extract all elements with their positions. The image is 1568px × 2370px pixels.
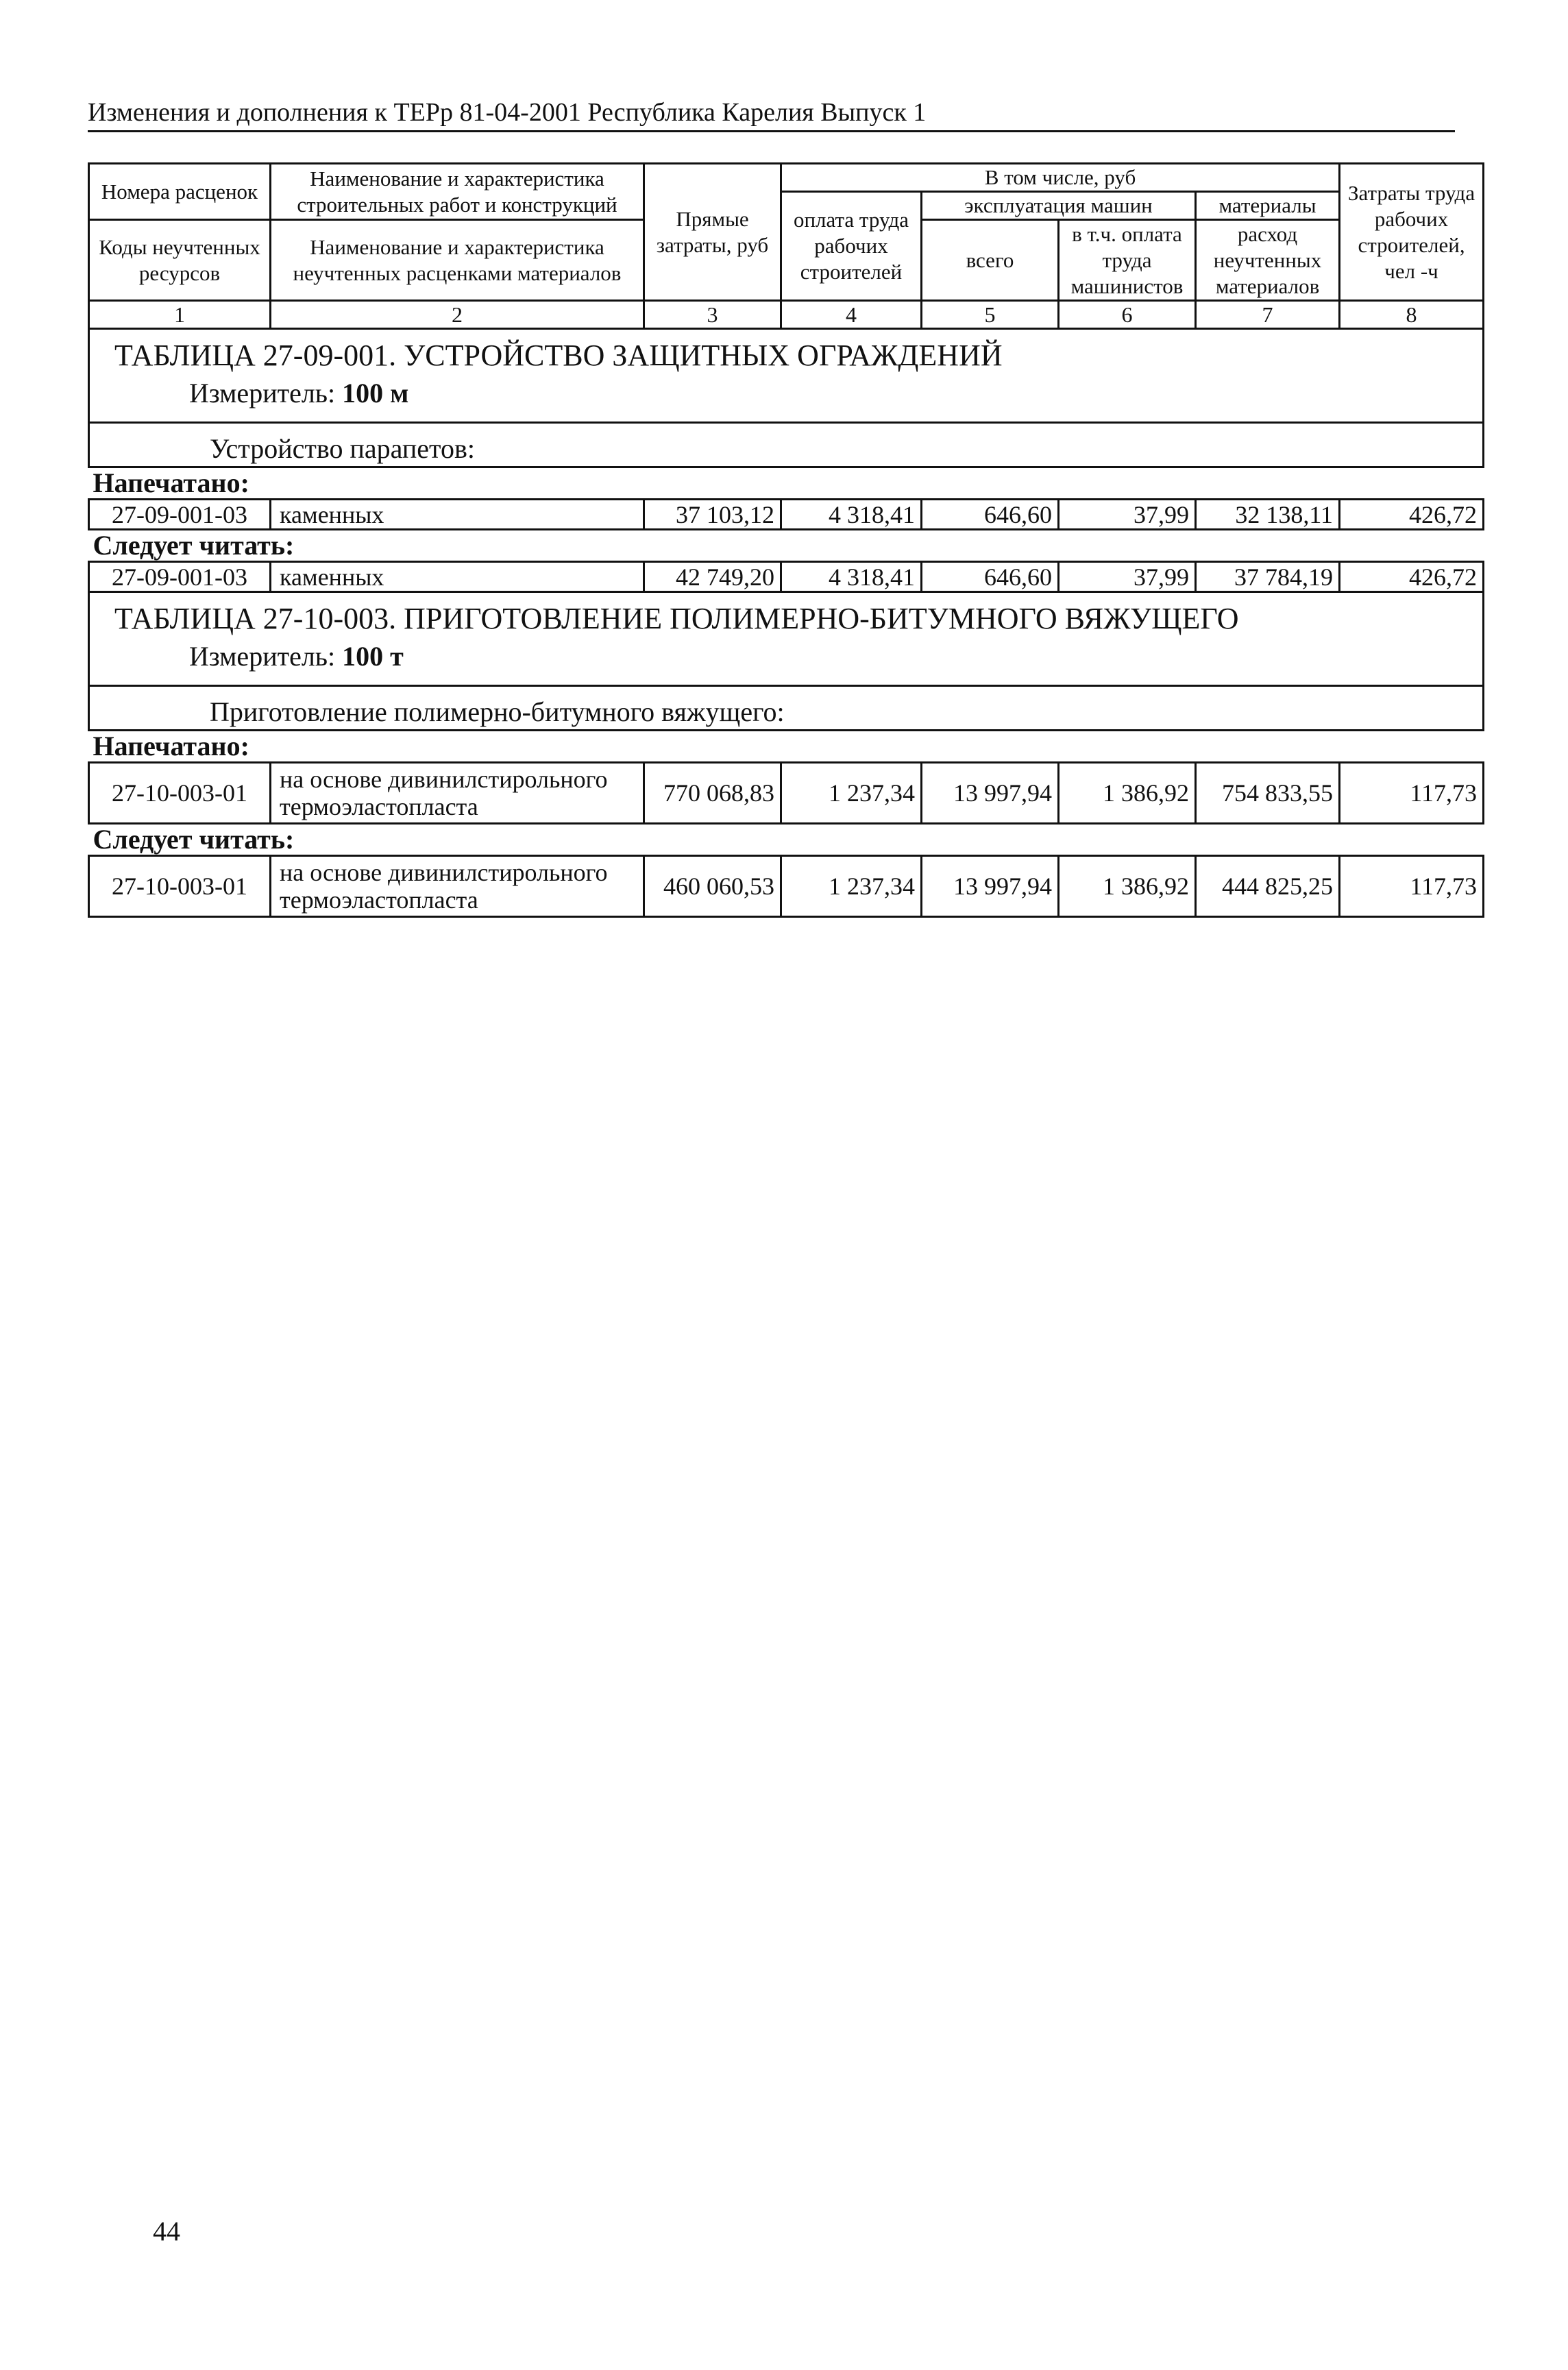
cell-labor: 1 237,34 <box>781 856 922 917</box>
cell-machinists: 1 386,92 <box>1059 763 1196 824</box>
cell-machines: 13 997,94 <box>922 763 1059 824</box>
column-number: 4 <box>781 301 922 329</box>
cell-name: на основе дивинилстирольного термоэластопласта <box>271 856 644 917</box>
section-subtitle-row <box>89 686 1484 731</box>
table-row-printed <box>89 500 1484 530</box>
printed-label-row <box>89 467 1484 500</box>
header-resource-codes: Коды неучтенных ресурсов <box>89 220 271 301</box>
header-direct-costs: Прямые затраты, руб <box>644 164 781 301</box>
table-row-correct <box>89 856 1484 917</box>
cell-code: 27-10-003-01 <box>89 763 271 824</box>
cell-machinists: 37,99 <box>1059 562 1196 592</box>
header-row-1 <box>89 164 1484 192</box>
meter-label: Измеритель: <box>189 641 336 672</box>
header-machines-group: эксплуатация машин <box>922 192 1196 220</box>
page-number: 44 <box>153 2216 180 2247</box>
column-number: 3 <box>644 301 781 329</box>
section-title: ТАБЛИЦА 27-09-001. УСТРОЙСТВО ЗАЩИТНЫХ ОГРАЖДЕНИЙ <box>89 329 1484 376</box>
correct-label: Следует читать: <box>89 530 1484 562</box>
section-meter-row <box>89 638 1484 686</box>
column-number: 2 <box>271 301 644 329</box>
cell-labor: 4 318,41 <box>781 500 922 530</box>
column-number: 6 <box>1059 301 1196 329</box>
header-materials-group: материалы <box>1196 192 1340 220</box>
cell-name: каменных <box>271 500 644 530</box>
header-materials-usage: расход неучтенных материалов <box>1196 220 1340 301</box>
correct-label-row <box>89 824 1484 856</box>
header-machines-total: всего <box>922 220 1059 301</box>
column-numbers-row <box>89 301 1484 329</box>
printed-label-row <box>89 731 1484 763</box>
cell-machines: 646,60 <box>922 562 1059 592</box>
header-machinists-pay: в т.ч. оплата труда машинистов <box>1059 220 1196 301</box>
cell-machinists: 37,99 <box>1059 500 1196 530</box>
cell-name: на основе дивинилстирольного термоэластопласта <box>271 763 644 824</box>
cell-machinists: 1 386,92 <box>1059 856 1196 917</box>
section-subtitle-row <box>89 423 1484 467</box>
header-labor-hours: Затраты труда рабочих строителей, чел -ч <box>1340 164 1484 301</box>
printed-label: Напечатано: <box>89 467 1484 500</box>
section-title-row <box>89 329 1484 376</box>
cell-hours: 117,73 <box>1340 856 1484 917</box>
cell-code: 27-09-001-03 <box>89 562 271 592</box>
cell-labor: 4 318,41 <box>781 562 922 592</box>
header-including-group: В том числе, руб <box>781 164 1340 192</box>
cell-hours: 426,72 <box>1340 562 1484 592</box>
section-meter <box>89 375 1484 423</box>
cell-labor: 1 237,34 <box>781 763 922 824</box>
section-subtitle: Приготовление полимерно-битумного вяжущего: <box>89 686 1484 731</box>
cell-code: 27-09-001-03 <box>89 500 271 530</box>
header-labor-pay: оплата труда рабочих строителей <box>781 192 922 301</box>
page-header: Изменения и дополнения к ТЕРр 81-04-2001 Республика Карелия Выпуск 1 <box>88 96 1455 132</box>
meter-value: 100 т <box>342 641 404 672</box>
section-title-row <box>89 592 1484 639</box>
cell-materials: 32 138,11 <box>1196 500 1340 530</box>
correct-label: Следует читать: <box>89 824 1484 856</box>
column-number: 1 <box>89 301 271 329</box>
cell-direct: 770 068,83 <box>644 763 781 824</box>
header-rate-numbers: Номера расценок <box>89 164 271 220</box>
cell-name: каменных <box>271 562 644 592</box>
cell-materials: 37 784,19 <box>1196 562 1340 592</box>
table-row-correct <box>89 562 1484 592</box>
column-number: 7 <box>1196 301 1340 329</box>
section-subtitle: Устройство парапетов: <box>89 423 1484 467</box>
cell-hours: 426,72 <box>1340 500 1484 530</box>
meter-label: Измеритель: <box>189 378 336 408</box>
cell-materials: 754 833,55 <box>1196 763 1340 824</box>
table-row-printed <box>89 763 1484 824</box>
header-material-name: Наименование и характеристика неучтенных расценками материалов <box>271 220 644 301</box>
section-meter-row <box>89 375 1484 423</box>
cell-direct: 460 060,53 <box>644 856 781 917</box>
column-number: 5 <box>922 301 1059 329</box>
cell-code: 27-10-003-01 <box>89 856 271 917</box>
meter-value: 100 м <box>342 378 409 408</box>
header-work-name: Наименование и характеристика строительных работ и конструкций <box>271 164 644 220</box>
column-number: 8 <box>1340 301 1484 329</box>
cell-machines: 13 997,94 <box>922 856 1059 917</box>
cell-hours: 117,73 <box>1340 763 1484 824</box>
cell-machines: 646,60 <box>922 500 1059 530</box>
printed-label: Напечатано: <box>89 731 1484 763</box>
rates-table <box>88 162 1484 918</box>
cell-materials: 444 825,25 <box>1196 856 1340 917</box>
cell-direct: 42 749,20 <box>644 562 781 592</box>
cell-direct: 37 103,12 <box>644 500 781 530</box>
correct-label-row <box>89 530 1484 562</box>
section-meter <box>89 638 1484 686</box>
section-title: ТАБЛИЦА 27-10-003. ПРИГОТОВЛЕНИЕ ПОЛИМЕРНО-БИТУМНОГО ВЯЖУЩЕГО <box>89 592 1484 639</box>
